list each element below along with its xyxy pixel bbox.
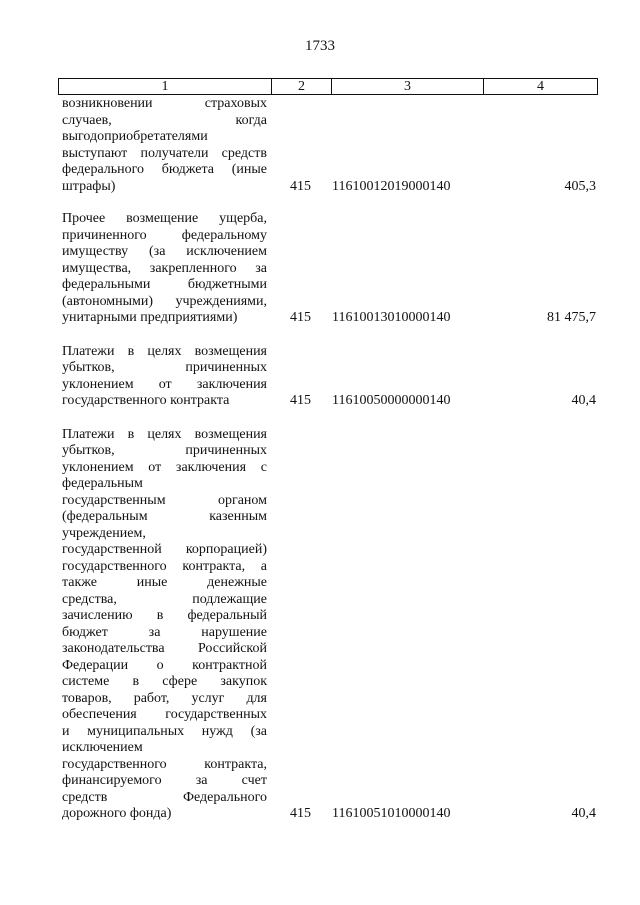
description-line: исключением bbox=[62, 740, 143, 755]
page-number: 1733 bbox=[305, 38, 335, 54]
description-line: возникновении страховых bbox=[62, 96, 267, 111]
description-line: уклонением от заключения bbox=[62, 376, 267, 392]
description-line: федеральными бюджетными bbox=[62, 277, 267, 292]
amount: 81 475,7 bbox=[547, 310, 596, 325]
table-row bbox=[58, 427, 598, 823]
description-line: федеральным bbox=[62, 476, 143, 491]
budget-classification-code: 11610051010000140 bbox=[332, 806, 451, 821]
description-line: унитарными предприятиями) bbox=[62, 310, 238, 325]
amount: 40,4 bbox=[571, 393, 596, 408]
description-line: причиненного федеральному bbox=[62, 227, 267, 243]
budget-classification-code: 11610013010000140 bbox=[332, 310, 451, 325]
description-line: Платежи в целях возмещения bbox=[62, 343, 267, 359]
table-body bbox=[58, 96, 598, 840]
row-description bbox=[58, 96, 267, 195]
budget-classification-code: 11610012019000140 bbox=[332, 178, 451, 194]
description-line: зачислению в федеральный bbox=[62, 608, 267, 623]
description-line: уклонением от заключения с bbox=[62, 459, 267, 475]
description-line: выступают получатели средств bbox=[62, 145, 267, 161]
admin-code: 415 bbox=[290, 806, 311, 821]
description-line: федерального бюджета (иные bbox=[62, 162, 267, 177]
description-line: (автономными) учреждениями, bbox=[62, 293, 267, 309]
description-line: учреждением, bbox=[62, 525, 146, 541]
description-line: случаев, когда bbox=[62, 112, 267, 128]
amount: 40,4 bbox=[571, 806, 596, 821]
admin-code: 415 bbox=[290, 310, 311, 325]
description-line: (федеральным казенным bbox=[62, 509, 267, 524]
table-row bbox=[58, 344, 598, 410]
description-line: государственного контракта, а bbox=[62, 558, 267, 574]
description-line: также иные денежные bbox=[62, 575, 267, 590]
amount: 405,3 bbox=[564, 178, 596, 194]
description-line: выгодоприобретателями bbox=[62, 129, 208, 144]
description-line: Платежи в целях возмещения bbox=[62, 426, 267, 442]
table-header-col-3: 3 bbox=[331, 79, 483, 94]
admin-code: 415 bbox=[290, 178, 311, 194]
description-line: обеспечения государственных bbox=[62, 707, 267, 722]
row-description bbox=[58, 427, 267, 823]
description-line: дорожного фонда) bbox=[62, 806, 172, 821]
description-line: средств Федерального bbox=[62, 789, 267, 805]
row-description bbox=[58, 211, 267, 327]
row-description bbox=[58, 344, 267, 410]
description-line: средства, подлежащие bbox=[62, 591, 267, 607]
description-line: товаров, работ, услуг для bbox=[62, 690, 267, 706]
description-line: государственным органом bbox=[62, 492, 267, 508]
table-header bbox=[58, 78, 598, 95]
table-row bbox=[58, 96, 598, 195]
description-line: убытков, причиненных bbox=[62, 360, 267, 375]
description-line: Прочее возмещение ущерба, bbox=[62, 211, 267, 226]
description-line: имущества, закрепленного за bbox=[62, 260, 267, 276]
description-line: убытков, причиненных bbox=[62, 443, 267, 458]
description-line: штрафы) bbox=[62, 178, 116, 194]
description-line: государственного контракта, bbox=[62, 756, 267, 772]
description-line: законодательства Российской bbox=[62, 641, 267, 656]
description-line: имуществу (за исключением bbox=[62, 244, 267, 259]
table-row bbox=[58, 211, 598, 327]
table-header-col-2: 2 bbox=[271, 79, 331, 94]
table-header-col-1: 1 bbox=[161, 79, 169, 94]
description-line: государственной корпорацией) bbox=[62, 542, 267, 557]
budget-classification-code: 11610050000000140 bbox=[332, 393, 451, 408]
description-line: и муниципальных нужд (за bbox=[62, 723, 267, 739]
admin-code: 415 bbox=[290, 393, 311, 408]
description-line: системе в сфере закупок bbox=[62, 674, 267, 689]
description-line: Федерации о контрактной bbox=[62, 657, 267, 673]
description-line: государственного контракта bbox=[62, 393, 230, 408]
table-header-col-4: 4 bbox=[483, 79, 597, 94]
description-line: финансируемого за счет bbox=[62, 773, 267, 788]
description-line: бюджет за нарушение bbox=[62, 624, 267, 640]
